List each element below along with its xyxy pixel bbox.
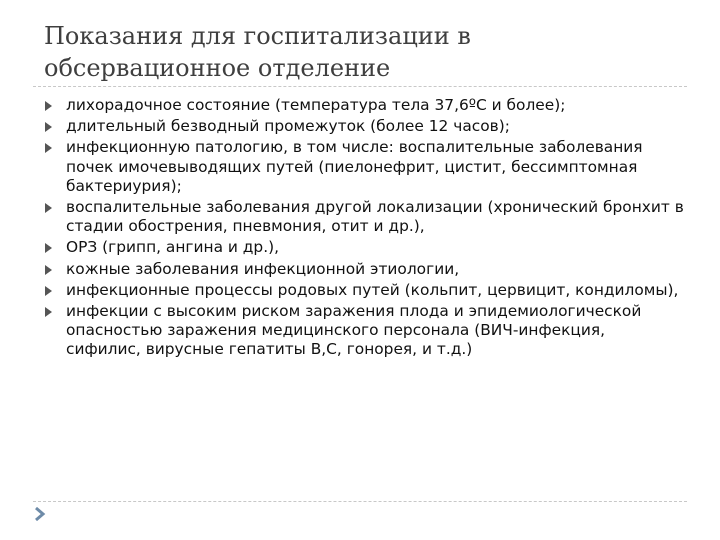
- triangle-right-icon: [45, 143, 52, 153]
- list-item-text: воспалительные заболевания другой локализации (хронический бронхит в стадии обострения, пневмония, отит и др.),: [66, 198, 684, 236]
- list-item-text: инфекционную патологию, в том числе: воспалительные заболевания почек имочевыводящих путей (пиелонефрит, цистит, бессимптомная бактериурия);: [66, 138, 643, 195]
- triangle-right-icon: [45, 243, 52, 253]
- list-item: [44, 138, 684, 196]
- list-item-text: инфекционные процессы родовых путей (кольпит, цервицит, кондиломы),: [66, 280, 679, 299]
- list-item-text: лихорадочное состояние (температура тела 37,6ºС и более);: [66, 96, 566, 114]
- triangle-right-icon: [45, 265, 52, 275]
- chevron-right-icon[interactable]: [33, 507, 47, 521]
- slide-title: [44, 20, 684, 84]
- bullet-list: [44, 96, 684, 362]
- title-divider: [33, 86, 687, 87]
- list-item: [44, 96, 684, 115]
- list-item: [44, 260, 684, 279]
- list-item-text: ОРЗ (грипп, ангина и др.),: [66, 238, 279, 257]
- triangle-right-icon: [45, 122, 52, 132]
- list-item: [44, 281, 684, 300]
- list-item-text: кожные заболевания инфекционной этиологии,: [66, 259, 460, 278]
- triangle-right-icon: [45, 307, 52, 317]
- slide-title-line-2: обсервационное отделение: [44, 54, 391, 82]
- triangle-right-icon: [45, 203, 52, 213]
- triangle-right-icon: [45, 101, 52, 111]
- footer-divider: [33, 501, 687, 502]
- list-item-text: длительный безводный промежуток (более 12 часов);: [66, 117, 510, 136]
- list-item: [44, 302, 684, 360]
- triangle-right-icon: [45, 286, 52, 296]
- list-item: [44, 117, 684, 136]
- list-item: [44, 238, 684, 257]
- list-item: [44, 198, 684, 236]
- slide-title-line-1: Показания для госпитализации в: [44, 22, 471, 50]
- list-item-text: инфекции с высоким риском заражения плода и эпидемиологической опасностью заражения медицинского персонала (ВИЧ-инфекция, сифилис, вирусные гепатиты В,С, гонорея, и т.д.): [66, 302, 642, 359]
